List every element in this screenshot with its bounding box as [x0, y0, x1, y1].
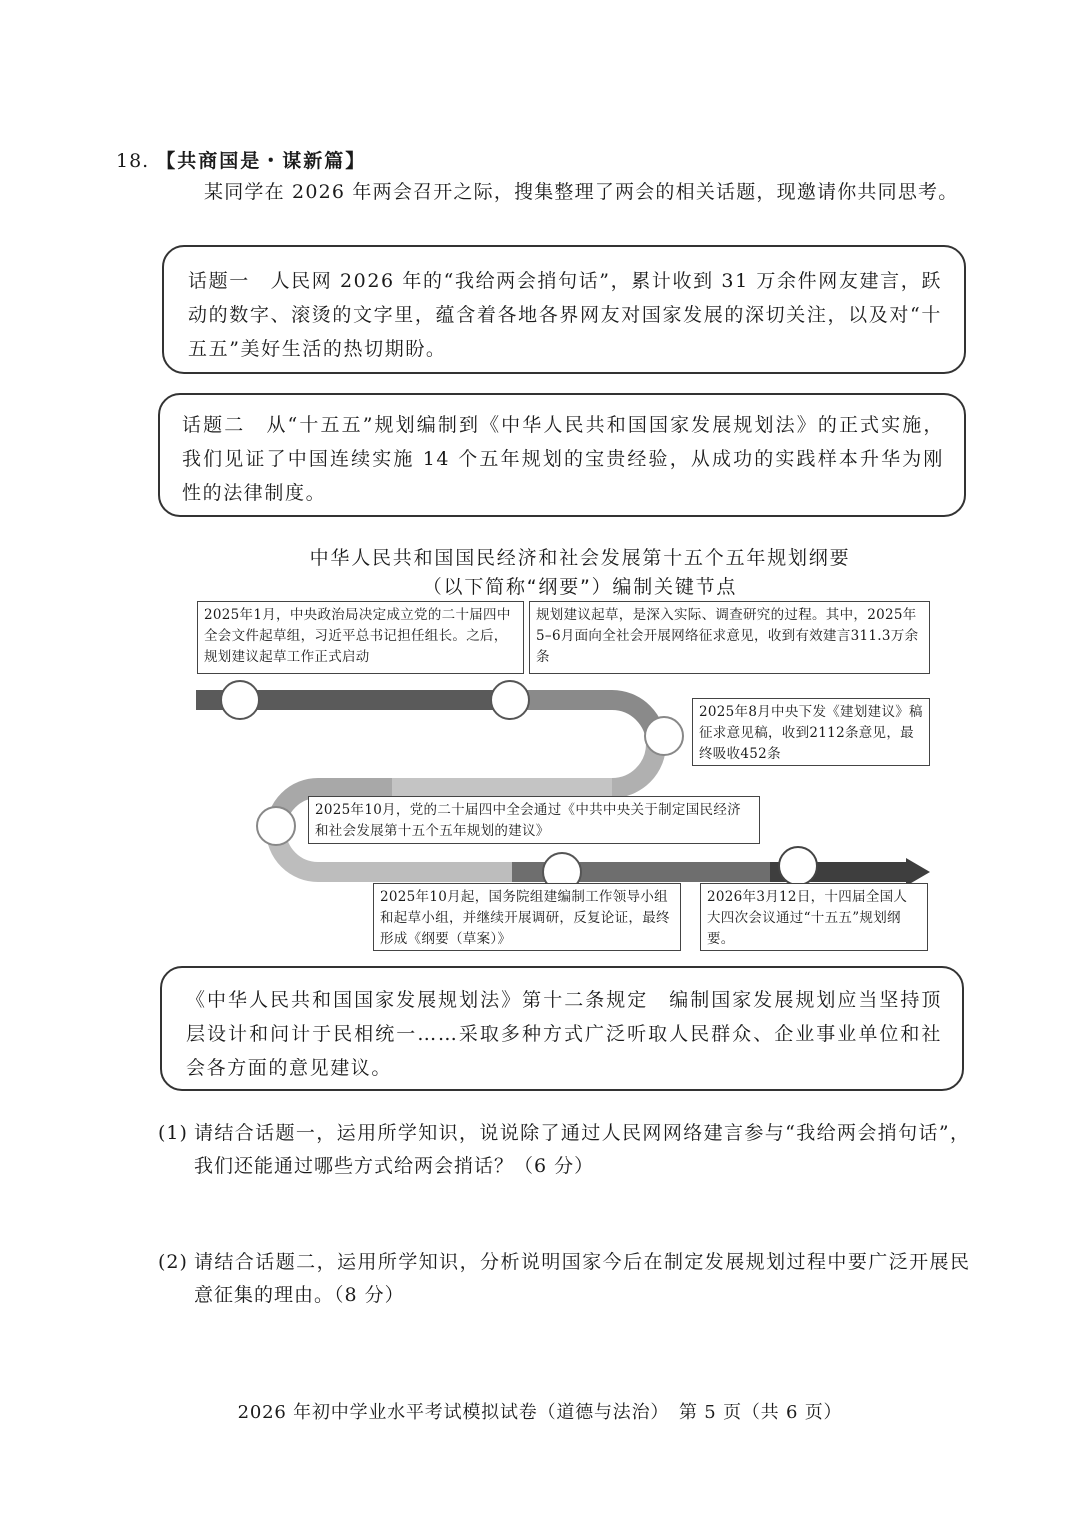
question-number: 18. — [116, 150, 150, 172]
timeline-note-4: 2025年10月，党的二十届四中全会通过《中共中央关于制定国民经济和社会发展第十五个五年规划的建议》 — [308, 796, 760, 844]
timeline-note-1: 2025年1月，中央政治局决定成立党的二十届四中全会文件起草组，习近平总书记担任组长。之后，规划建议起草工作正式启动 — [197, 601, 524, 674]
chart-title-line2: （以下简称“纲要”）编制关键节点 — [422, 576, 738, 598]
topic-one-box: 话题一 人民网 2026 年的“我给两会捎句话”，累计收到 31 万余件网友建言，跃动的数字、滚烫的文字里，蕴含着各地各界网友对国家发展的深切关注，以及对“十五五”美好生活的热切期盼。 — [162, 245, 966, 374]
timeline-note-6: 2026年3月12日，十四届全国人大四次会议通过“十五五”规划纲要。 — [700, 883, 928, 951]
sub-question-1-number: (1) — [158, 1122, 188, 1144]
timeline-note-2: 规划建议起草，是深入实际、调查研究的过程。其中，2025年5–6月面向全社会开展网络征求意见，收到有效建言311.3万余条 — [529, 601, 930, 674]
timeline-arrowhead — [906, 858, 930, 886]
sub-question-2 — [158, 1246, 970, 1312]
topic-two-box: 话题二 从“十五五”规划编制到《中华人民共和国国家发展规划法》的正式实施，我们见证了中国连续实施 14 个五年规划的宝贵经验，从成功的实践样本升华为刚性的法律制度。 — [158, 393, 966, 517]
timeline-note-3: 2025年8月中央下发《建划建议》稿征求意见稿，收到2112条意见，最终吸收452条 — [692, 698, 930, 766]
question-intro: 某同学在 2026 年两会召开之际，搜集整理了两会的相关话题，现邀请你共同思考。 — [204, 181, 959, 203]
page-footer: 2026 年初中学业水平考试模拟试卷（道德与法治） 第 5 页（共 6 页） — [237, 1402, 843, 1423]
sub-question-2-number: (2) — [158, 1251, 188, 1273]
timeline-node-3 — [645, 717, 683, 755]
timeline-node-4 — [257, 807, 295, 845]
law-article-box: 《中华人民共和国国家发展规划法》第十二条规定 编制国家发展规划应当坚持顶层设计和问计于民相统一……采取多种方式广泛听取人民群众、企业事业单位和社会各方面的意见建议。 — [160, 966, 964, 1091]
timeline-node-2 — [491, 681, 529, 719]
sub-question-1 — [158, 1117, 970, 1183]
timeline-node-6 — [779, 847, 817, 885]
question-tag: 【共商国是・谋新篇】 — [156, 150, 367, 172]
timeline-node-1 — [221, 681, 259, 719]
chart-title-line1: 中华人民共和国国民经济和社会发展第十五个五年规划纲要 — [309, 547, 851, 569]
timeline-note-5: 2025年10月起，国务院组建编制工作领导小组和起草小组，并继续开展调研，反复论证，最终形成《纲要（草案）》 — [373, 883, 681, 951]
road-curve-right-bottom — [612, 744, 656, 788]
sub-question-1-text: 请结合话题一，运用所学知识，说说除了通过人民网网络建言参与“我给两会捎句话”，我们还能通过哪些方式给两会捎话？（6 分） — [194, 1122, 970, 1177]
sub-question-2-text: 请结合话题二，运用所学知识，分析说明国家今后在制定发展规划过程中要广泛开展民意征集的理由。（8 分） — [194, 1251, 970, 1306]
